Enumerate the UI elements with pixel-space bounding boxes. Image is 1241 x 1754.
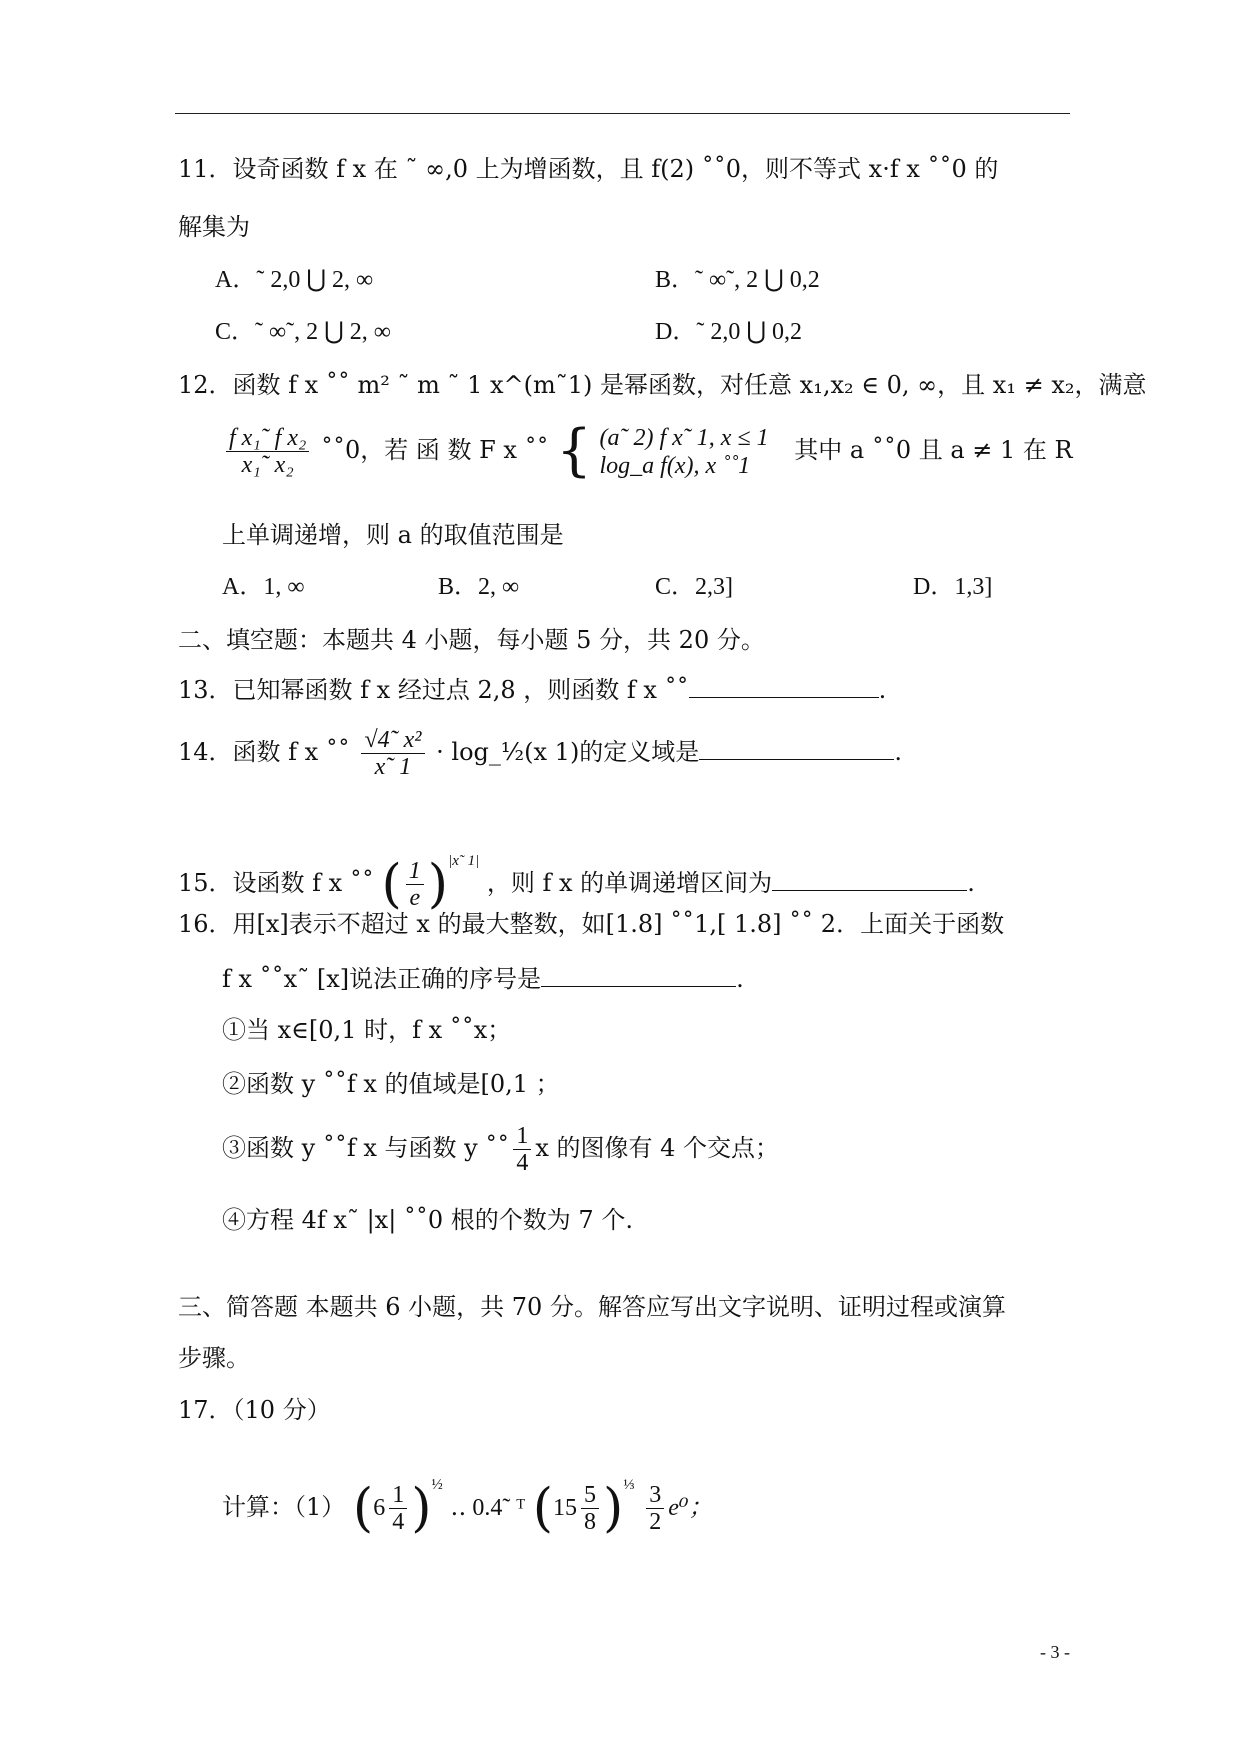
q12-line3: 上单调递增，则 a 的取值范围是 bbox=[222, 521, 564, 549]
q16-item3-post: x 的图像有 4 个交点； bbox=[535, 1134, 780, 1162]
q14-answer-blank bbox=[699, 735, 894, 760]
q16-line2-end: . bbox=[736, 965, 744, 993]
section3-heading-line1: 三、简答题 本题共 6 小题，共 70 分。解答应写出文字说明、证明过程或演算 bbox=[178, 1293, 1006, 1321]
q17-mid: ‥ 0.4˜ ᵀ bbox=[450, 1495, 526, 1521]
q17-header: 17．（10 分） bbox=[178, 1396, 331, 1424]
q12-option-b: B．2, ∞ bbox=[438, 574, 520, 600]
q17-term2-whole: 15 bbox=[553, 1495, 578, 1521]
q12-option-c: C．2,3] bbox=[655, 574, 733, 600]
q14-fraction bbox=[361, 727, 424, 780]
q11-option-d: D．˜ 2,0 ⋃ 0,2 bbox=[655, 319, 803, 345]
q14-post: · log_½(x 1)的定义域是 bbox=[436, 738, 700, 766]
q12-option-d: D．1,3] bbox=[913, 574, 993, 600]
q15-paren-open: ( bbox=[381, 854, 402, 915]
section3-heading-line2: 步骤。 bbox=[178, 1344, 250, 1372]
q17-pre: 计算：（1） bbox=[222, 1493, 346, 1521]
q16-item1: ①当 x∈[0,1 时，f x ˚˚x； bbox=[222, 1016, 512, 1044]
q17-paren2-open: ( bbox=[532, 1478, 554, 1539]
q17-term1-exponent: ½ bbox=[431, 1477, 443, 1493]
q17-term3-fraction bbox=[646, 1482, 664, 1535]
q17-term3-numerator: 3 bbox=[646, 1482, 664, 1509]
q13-end: . bbox=[878, 676, 887, 704]
q11-option-b: B．˜ ∞˜, 2 ⋃ 0,2 bbox=[655, 267, 820, 293]
q14-fraction-denominator: x˜ 1 bbox=[374, 754, 412, 780]
q12-fraction-denominator: x₁˜ x₂ bbox=[241, 452, 294, 478]
q16-item3-denominator: 4 bbox=[516, 1150, 529, 1176]
q12-piecewise bbox=[600, 424, 769, 480]
q14-line bbox=[178, 722, 902, 782]
q16-item3 bbox=[222, 1118, 779, 1178]
q12-line2-end: 其中 a ˚˚0 且 a ≠ 1 在 R bbox=[794, 436, 1073, 464]
q13-answer-blank bbox=[689, 673, 879, 698]
q16-item3-fraction bbox=[513, 1123, 531, 1176]
q16-item3-numerator: 1 bbox=[513, 1123, 531, 1150]
q14-pre: 14．函数 f x ˚˚ bbox=[178, 738, 350, 766]
section2-heading: 二、填空题：本题共 4 小题，每小题 5 分，共 20 分。 bbox=[178, 626, 765, 654]
q15-pre: 15．设函数 f x ˚˚ bbox=[178, 869, 374, 897]
q17-term1-fraction bbox=[389, 1482, 407, 1535]
q15-fraction-numerator: 1 bbox=[406, 858, 424, 885]
q15-fraction-denominator: e bbox=[409, 885, 421, 911]
q12-case2: log_a f(x), x ˚˚1 bbox=[599, 452, 751, 479]
q12-fraction bbox=[226, 425, 309, 478]
q11-option-a: A．˜ 2,0 ⋃ 2, ∞ bbox=[215, 267, 374, 293]
q15-fraction bbox=[406, 858, 424, 911]
header-rule bbox=[175, 113, 1070, 114]
q17-term2-exponent: ⅓ bbox=[623, 1477, 635, 1493]
q15-paren-close: ) bbox=[427, 854, 449, 915]
q16-item3-pre: ③函数 y ˚˚f x 与函数 y ˚˚ bbox=[222, 1134, 510, 1162]
q17-term2-numerator: 5 bbox=[581, 1482, 599, 1509]
q17-paren1-open: ( bbox=[352, 1478, 374, 1539]
q17-term1-denominator: 4 bbox=[392, 1509, 405, 1535]
q12-brace: { bbox=[556, 418, 592, 484]
q17-term1-whole: 6 bbox=[373, 1495, 386, 1521]
q17-term3-denominator: 2 bbox=[649, 1509, 662, 1535]
q15-post: ，则 f x 的单调递增区间为 bbox=[486, 869, 773, 897]
q11-option-c: C．˜ ∞˜, 2 ⋃ 2, ∞ bbox=[215, 319, 391, 345]
q12-line2 bbox=[222, 418, 1073, 484]
q17-tail: e⁰； bbox=[668, 1495, 713, 1521]
q12-line1: 12．函数 f x ˚˚ m² ˜ m ˜ 1 x^(m˜1) 是幂函数，对任意 x₁,x₂ ∈ 0, ∞，且 x₁ ≠ x₂，满意 bbox=[178, 371, 1147, 399]
q12-fraction-numerator: f x₁˜ f x₂ bbox=[226, 425, 309, 452]
q16-item2: ②函数 y ˚˚f x 的值域是[0,1 ； bbox=[222, 1070, 560, 1098]
q16-answer-blank bbox=[541, 962, 736, 987]
q16-line2-text: f x ˚˚x˜ [x]说法正确的序号是 bbox=[222, 965, 542, 993]
q15-exponent: |x˜ 1| bbox=[448, 853, 480, 869]
q17-paren2-close: ) bbox=[603, 1478, 624, 1539]
q11-line2: 解集为 bbox=[178, 213, 250, 241]
q16-line2 bbox=[222, 962, 744, 995]
q17-paren1-close: ) bbox=[411, 1478, 432, 1539]
q17-expression bbox=[222, 1450, 713, 1543]
q17-term2-denominator: 8 bbox=[584, 1509, 597, 1535]
q13-line bbox=[178, 673, 886, 706]
q15-line bbox=[178, 826, 975, 918]
q15-end: . bbox=[967, 869, 975, 897]
q12-line2-mid: ˚˚0，若 函 数 F x ˚˚ bbox=[320, 436, 549, 464]
q13-text: 13．已知幂函数 f x 经过点 2,8 ，则函数 f x ˚˚ bbox=[178, 676, 689, 704]
q12-option-a: A．1, ∞ bbox=[222, 574, 305, 600]
q17-term2-fraction bbox=[581, 1482, 599, 1535]
q15-answer-blank bbox=[772, 866, 967, 891]
q14-fraction-numerator: √4˜ x² bbox=[361, 727, 424, 754]
q16-line1: 16．用[x]表示不超过 x 的最大整数，如[1.8] ˚˚1,[ 1.8] ˚˚ 2．上面关于函数 bbox=[178, 910, 1005, 938]
q11-line1: 11．设奇函数 f x 在 ˜ ∞,0 上为增函数，且 f(2) ˚˚0，则不等式 x·f x ˚˚0 的 bbox=[178, 155, 999, 183]
q16-item4: ④方程 4f x˜ |x| ˚˚0 根的个数为 7 个. bbox=[222, 1206, 633, 1234]
page-number: - 3 - bbox=[1040, 1642, 1070, 1662]
q14-end: . bbox=[894, 738, 902, 766]
q12-case1: (a˜ 2) f x˜ 1, x ≤ 1 bbox=[599, 424, 769, 451]
q17-term1-numerator: 1 bbox=[389, 1482, 407, 1509]
